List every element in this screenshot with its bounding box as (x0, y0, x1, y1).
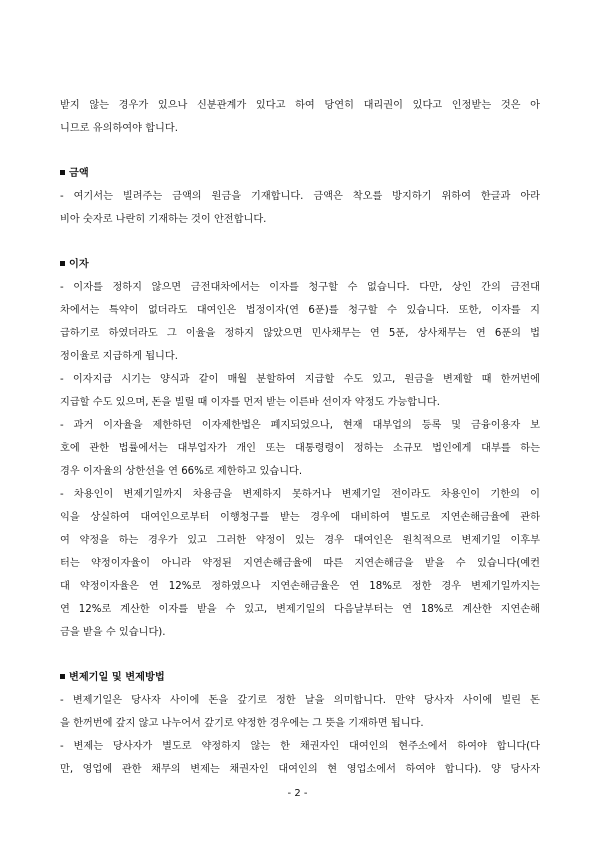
text-line: 받지 않는 경우가 있으나 신분관계가 있다고 하여 당연히 대리권이 있다고 인정받는 것은 아 (60, 100, 540, 111)
square-bullet-icon (60, 674, 65, 679)
page-number: - 2 - (287, 788, 308, 799)
section-title: 이자 (69, 259, 89, 270)
section-interest (60, 253, 540, 644)
section-repayment (60, 666, 540, 781)
text-line: - 이자지급 시기는 양식과 같이 매월 분할하여 지급할 수도 있고, 원금을 변제할 때 한꺼번에 (60, 374, 540, 385)
text-line: 여 약정을 하는 경우가 있고 그러한 약정이 있는 경우 대여인은 원칙적으로 변제기일 이후부 (60, 535, 540, 546)
text-line: 을 한꺼번에 갚지 않고 나누어서 갚기로 약정한 경우에는 그 뜻을 기재하면 됩니다. (60, 718, 424, 729)
text-line: - 여기서는 빌려주는 금액의 원금을 기재합니다. 금액은 착오를 방지하기 위하여 한글과 아라 (60, 191, 540, 202)
text-line: 차에서는 특약이 없더라도 대여인은 법정이자(연 6푼)를 청구할 수 있습니다. 또한, 이자를 지 (60, 305, 540, 316)
intro-paragraph (60, 94, 540, 140)
text-line: - 변제기일은 당사자 사이에 돈을 갚기로 정한 날을 의미합니다. 만약 당사자 사이에 빌린 돈 (60, 695, 540, 706)
text-line: 니므로 유의하여야 합니다. (60, 123, 178, 134)
document-body (60, 94, 540, 781)
square-bullet-icon (60, 170, 65, 175)
text-line: 금을 받을 수 있습니다). (60, 627, 166, 638)
section-amount (60, 162, 540, 231)
text-line: - 과거 이자율을 제한하던 이자제한법은 폐지되었으나, 현재 대부업의 등록 및 금융이용자 보 (60, 420, 540, 431)
text-line: 급하기로 하였더라도 그 이율을 정하지 않았으면 민사채무는 연 5푼, 상사채무는 연 6푼의 법 (60, 328, 540, 339)
text-line: 만, 영업에 관한 채무의 변제는 채권자인 대여인의 현 영업소에서 하여야 합니다). 양 당사자 (60, 764, 540, 775)
text-line: 대 약정이자율은 연 12%로 정하였으나 지연손해금율은 연 18%로 정한 경우 변제기일까지는 (60, 581, 540, 592)
text-line: 지급할 수도 있으며, 돈을 빌릴 때 이자를 먼저 받는 이른바 선이자 약정도 가능합니다. (60, 397, 440, 408)
text-line: - 이자를 정하지 않으면 금전대차에서는 이자를 청구할 수 없습니다. 다만, 상인 간의 금전대 (60, 282, 540, 293)
text-line: - 변제는 당사자가 별도로 약정하지 않는 한 채권자인 대여인의 현주소에서 하여야 합니다(다 (60, 741, 540, 752)
section-title: 금액 (69, 168, 89, 179)
square-bullet-icon (60, 261, 65, 266)
section-heading (60, 162, 540, 185)
section-heading (60, 666, 540, 689)
text-line: - 차용인이 변제기일까지 차용금을 변제하지 못하거나 변제기일 전이라도 차용인이 기한의 이 (60, 489, 540, 500)
text-line: 호에 관한 법률에서는 대부업자가 개인 또는 대통령령이 정하는 소규모 법인에게 대부를 하는 (60, 443, 540, 454)
text-line: 정이율로 지급하게 됩니다. (60, 351, 178, 362)
text-line: 익을 상실하여 대여인으로부터 이행청구를 받는 경우에 대비하여 별도로 지연손해금율에 관하 (60, 512, 540, 523)
text-line: 연 12%로 계산한 이자를 받을 수 있고, 변제기일의 다음날부터는 연 18%로 계산한 지연손해 (60, 604, 540, 615)
section-title: 변제기일 및 변제방법 (69, 672, 165, 683)
text-line: 비아 숫자로 나란히 기재하는 것이 안전합니다. (60, 214, 267, 225)
section-heading (60, 253, 540, 276)
text-line: 경우 이자율의 상한선을 연 66%로 제한하고 있습니다. (60, 466, 303, 477)
text-line: 터는 약정이자율이 아니라 약정된 지연손해금율에 따른 지연손해금을 받을 수 있습니다(예컨 (60, 558, 540, 569)
